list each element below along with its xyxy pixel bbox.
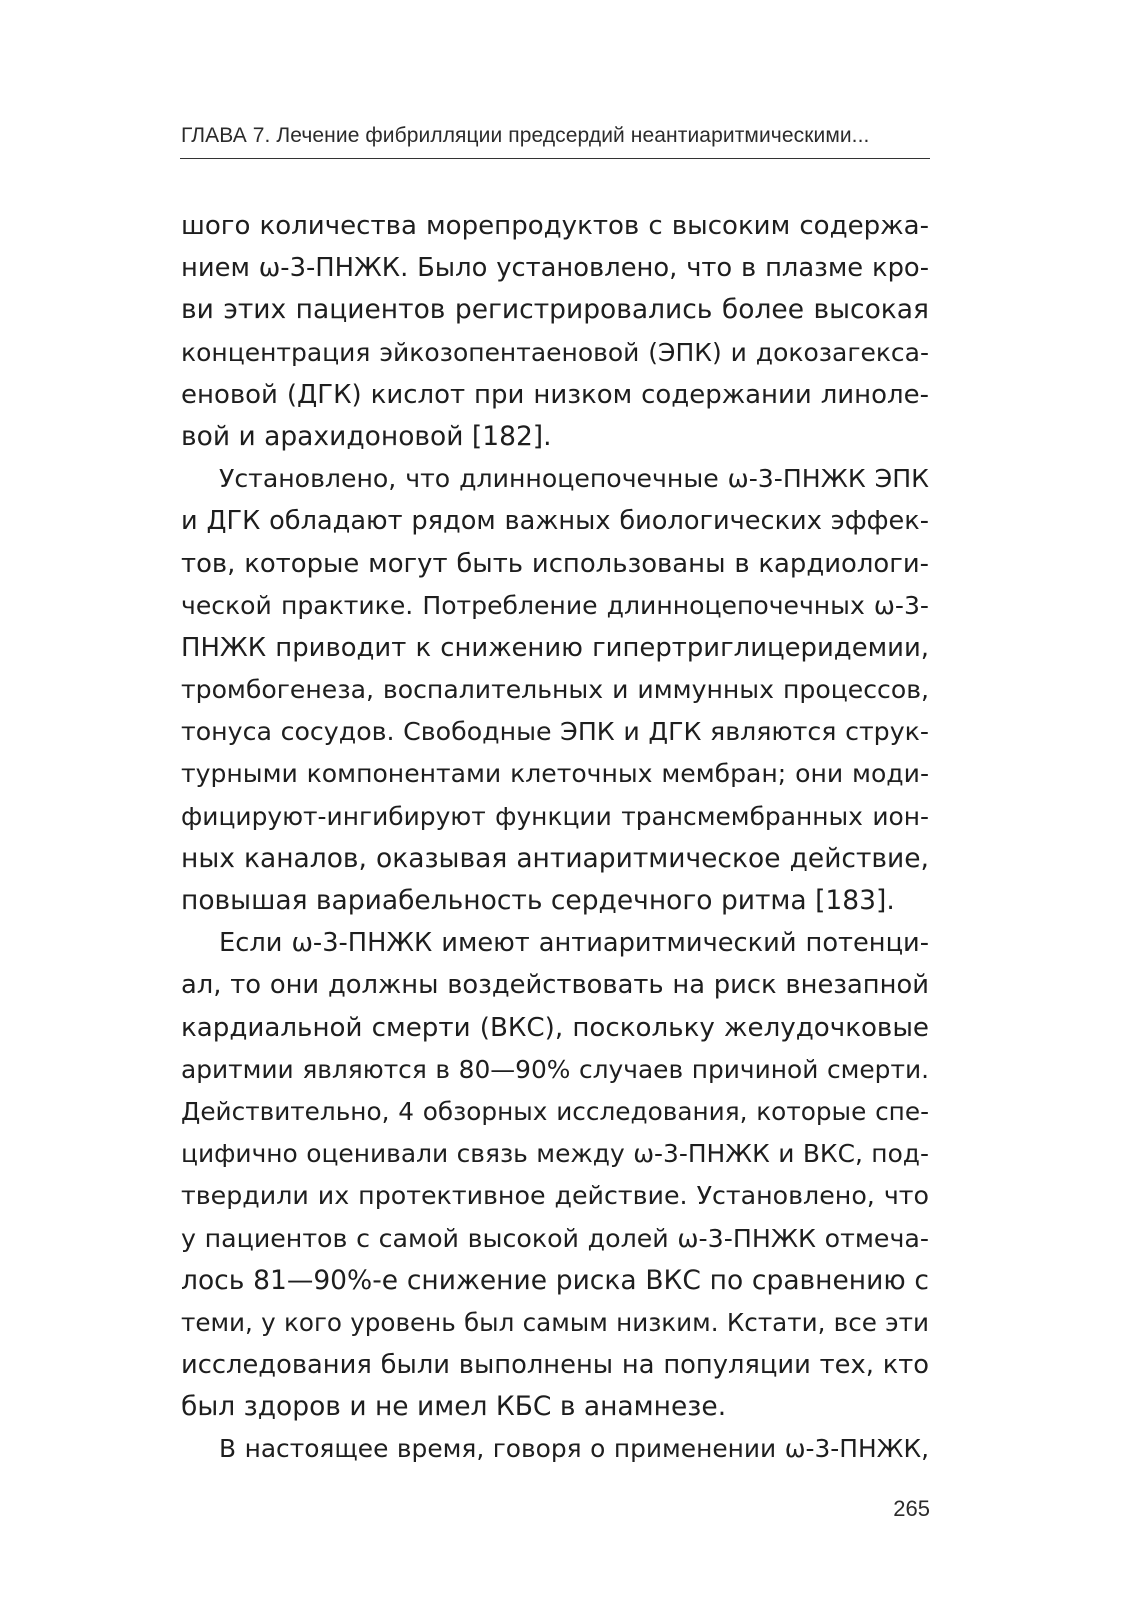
header-rule [180, 158, 930, 159]
text-line: ви этих пациентов регистрировались более высокая [181, 294, 929, 326]
text-line: цифично оценивали связь между ω-3-ПНЖК и ВКС, под- [181, 1139, 929, 1169]
text-line: тромбогенеза, воспалительных и иммунных процессов, [181, 675, 929, 705]
text-line: шого количества морепродуктов с высоким содержа- [181, 211, 929, 241]
text-line: фицируют-ингибируют функции трансмембранных ион- [181, 801, 929, 831]
body-text [181, 205, 929, 1471]
text-line: был здоров и не имел КБС в анамнезе. [181, 1391, 727, 1423]
text-line: турными компонентами клеточных мембран; они моди- [181, 759, 929, 789]
text-line: ческой практике. Потребление длинноцепочечных ω-3- [181, 590, 929, 620]
text-line: концентрация эйкозопентаеновой (ЭПК) и докозагекса- [181, 337, 929, 367]
text-line: повышая вариабельность сердечного ритма [183]. [181, 885, 895, 916]
running-head: ГЛАВА 7. Лечение фибрилляции предсердий неантиаритмическими... [181, 124, 870, 147]
text-line: твердили их протективное действие. Установлено, что [181, 1181, 929, 1211]
text-line: В настоящее время, говоря о применении ω-3-ПНЖК, [219, 1434, 929, 1464]
text-line: нием ω-3-ПНЖК. Было установлено, что в плазме кро- [181, 253, 929, 284]
text-line: тов, которые могут быть использованы в кардиологи- [181, 548, 929, 579]
text-line: аритмии являются в 80—90% случаев причиной смерти. [181, 1054, 929, 1084]
text-line: тонуса сосудов. Свободные ЭПК и ДГК являются струк- [181, 717, 929, 747]
text-line: Установлено, что длинноцепочечные ω-3-ПНЖК ЭПК [219, 464, 929, 494]
text-line: лось 81—90%-е снижение риска ВКС по сравнению с [181, 1264, 929, 1296]
text-line: исследования были выполнены на популяции тех, кто [181, 1350, 929, 1381]
paragraph [181, 205, 929, 458]
text-line: теми, у кого уровень был самым низким. Кстати, все эти [181, 1307, 929, 1337]
paragraph [181, 922, 929, 1428]
text-line: и ДГК обладают рядом важных биологических эффек- [181, 506, 929, 537]
text-line: вой и арахидоновой [182]. [181, 420, 552, 452]
text-line: еновой (ДГК) кислот при низком содержании линоле- [181, 379, 929, 410]
paragraph [181, 1428, 929, 1470]
text-line: кардиальной смерти (ВКС), поскольку желудочковые [181, 1012, 929, 1043]
text-line: Если ω-3-ПНЖК имеют антиаритмический потенци- [219, 928, 929, 959]
text-line: ных каналов, оказывая антиаритмическое действие, [181, 842, 929, 874]
text-line: Действительно, 4 обзорных исследования, которые спе- [181, 1096, 929, 1126]
text-line: ал, то они должны воздействовать на риск внезапной [181, 970, 929, 1001]
paragraph [181, 458, 929, 922]
text-line: ПНЖК приводит к снижению гипертриглицеридемии, [181, 632, 929, 663]
page-number: 265 [893, 1496, 930, 1521]
text-line: у пациентов с самой высокой долей ω-3-ПНЖК отмеча- [181, 1223, 929, 1253]
